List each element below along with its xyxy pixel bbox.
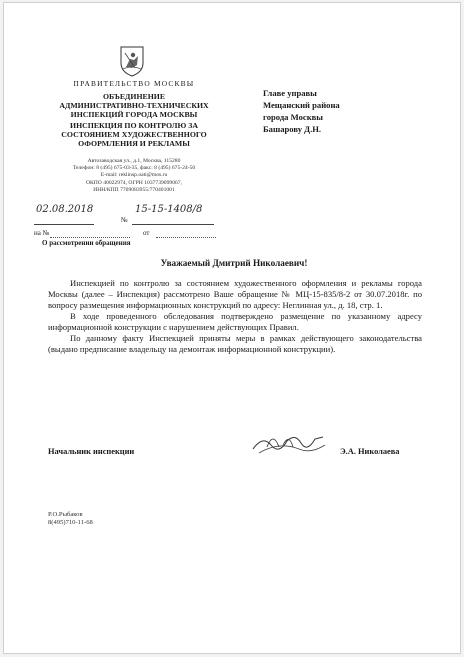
handwritten-signature <box>249 427 329 459</box>
outgoing-date-line <box>34 214 94 225</box>
outgoing-number: 15-15-1408/8 <box>135 204 203 215</box>
body-paragraph: Инспекцией по контролю за состоянием художественного оформления и рекламы города Москвы (далее – Инспекция) рассмотрено Ваше обращение № МЦ-15-835/8-2 от 30.07.2018г. по вопросу размещения информационных конструкций по адресу: Неглинная ул., д. 18, стр. 1. <box>48 278 422 310</box>
reference-number-label: на № <box>34 229 50 237</box>
letter-subject: О рассмотрении обращения <box>42 239 131 247</box>
outgoing-number-line <box>132 214 214 225</box>
number-label: № <box>121 216 128 224</box>
letter-page <box>3 2 461 654</box>
inspection-name: ИНСПЕКЦИЯ ПО КОНТРОЛЮ ЗА СОСТОЯНИЕМ ХУДОЖЕСТВЕННОГО ОФОРМЛЕНИЯ И РЕКЛАМЫ <box>61 121 207 149</box>
signatory-name: Э.А. Николаева <box>340 447 400 456</box>
government-name: ПРАВИТЕЛЬСТВО МОСКВЫ <box>73 79 195 88</box>
body-paragraph: По данному факту Инспекцией приняты меры в рамках действующего законодательства (выдано предписание владельцу на демонтаж информационной конструкции). <box>48 333 422 354</box>
moscow-coat-of-arms-icon <box>117 45 147 77</box>
signatory-position: Начальник инспекции <box>48 447 135 456</box>
organization-name: ОБЪЕДИНЕНИЕ АДМИНИСТРАТИВНО-ТЕХНИЧЕСКИХ ИНСПЕКЦИЙ ГОРОДА МОСКВЫ <box>59 92 209 120</box>
body-paragraph: В ходе проведенного обследования подтверждено размещение по указанному адресу информационной конструкции с нарушением действующих Правил. <box>48 311 422 332</box>
addressee-block: Главе управы Мещанский района города Москвы Башарову Д.Н. <box>263 88 340 134</box>
contact-details: Автозаводская ул., д.1, Москва, 115280 Телефон: 8 (495) 675-03-35, факс: 8 (495) 675-24-50 E-mail: reklinsp.oati@mos.ru ОКПО 40022974, ОГРН 1037739099067, ИНН/КПП 7709083955/770401001 <box>72 158 196 193</box>
reference-number-line <box>50 229 130 238</box>
outgoing-date: 02.08.2018 <box>36 204 94 215</box>
letter-body <box>48 278 422 355</box>
greeting: Уважаемый Дмитрий Николаевич! <box>160 258 308 268</box>
reference-date-label: от <box>143 229 150 237</box>
executor-info <box>48 511 93 528</box>
reference-date-line <box>156 229 216 238</box>
executor-phone: 8(495)710-11-68 <box>48 519 93 527</box>
executor-name: Р.О.Рыбаков <box>48 511 83 518</box>
